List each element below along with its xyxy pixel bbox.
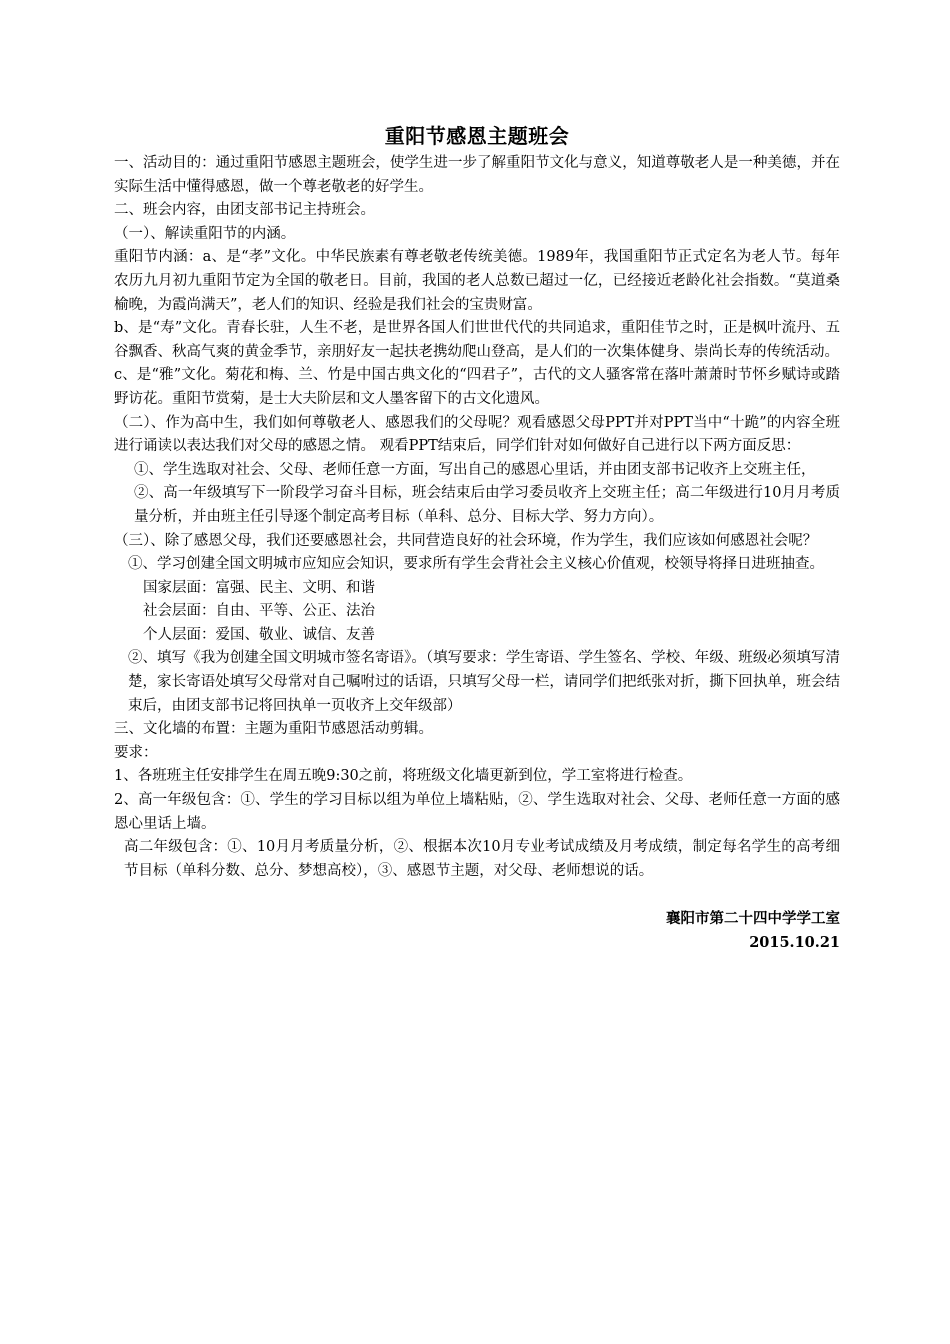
paragraph-meaning-a: 重阳节内涵：a、是“孝”文化。中华民族素有尊老敬老传统美德。1989年，我国重阳节正式定名为老人节。每年农历九月初九重阳节定为全国的敬老日。目前，我国的老人总数已超过一亿，已经接近老龄化社会指数。“莫道桑榆晚，为霞尚满天”，老人们的知识、经验是我们社会的宝贵财富。: [114, 249, 840, 313]
document-page: [114, 122, 840, 955]
paragraph-section-three: （三）、除了感恩父母，我们还要感恩社会，共同营造良好的社会环境，作为学生，我们应该如何感恩社会呢？: [114, 532, 818, 549]
paragraph-study-knowledge: ①、学习创建全国文明城市应知应会知识，要求所有学生会背社会主义核心价值观，校领导将择日进班抽查。: [128, 556, 824, 573]
paragraph-section-two: （二）、作为高中生，我们如何尊敬老人、感恩我们的父母呢？观看感恩父母PPT并对PPT当中“十跪”的内容全班进行诵读以表达我们对父母的感恩之情。 观看PPT结束后，同学们针对如何做好自己进行以下两方面反思：: [114, 414, 840, 455]
paragraph-reflection-two: ②、高一年级填写下一阶段学习奋斗目标，班会结束后由学习委员收齐上交班主任；高二年级进行10月月考质量分析，并由班主任引导逐个制定高考目标（单科、总分、目标大学、努力方向）。: [134, 485, 840, 525]
paragraph-national-level: 国家层面：富强、民主、文明、和谐: [143, 579, 375, 596]
paragraph-meaning-b: b、是“寿”文化。青春长驻，人生不老，是世界各国人们世世代代的共同追求，重阳佳节之时，正是枫叶流丹、五谷飘香、秋高气爽的黄金季节，亲朋好友一起扶老携幼爬山登高，是人们的一次集体健身、崇尚长寿的传统活动。: [114, 320, 840, 360]
document-title: 重阳节感恩主题班会: [384, 124, 570, 148]
paragraph-signature-form: ②、填写《我为创建全国文明城市签名寄语》。（填写要求：学生寄语、学生签名、学校、年级、班级必须填写清楚，家长寄语处填写父母常对自己嘱咐过的话语，只填写父母一栏，请同学们把纸张对折，撕下回执单，班会结束后，由团支部书记将回执单一页收齐上交年级部）: [128, 650, 840, 714]
paragraph-grade-two: 高二年级包含：①、10月月考质量分析，②、根据本次10月专业考试成绩及月考成绩，制定每名学生的高考细节目标（单科分数、总分、梦想高校），③、感恩节主题，对父母、老师想说的话。: [124, 839, 840, 879]
signature-date: 2015.10.21: [749, 934, 840, 952]
paragraph-requirements-label: 要求：: [114, 744, 158, 761]
paragraph-personal-level: 个人层面：爱国、敬业、诚信、友善: [143, 626, 375, 643]
paragraph-meaning-c: c、是“雅”文化。菊花和梅、兰、竹是中国古典文化的“四君子”，古代的文人骚客常在落叶萧萧时节怀乡赋诗或踏野访花。重阳节赏菊，是士大夫阶层和文人墨客留下的古文化遗风。: [114, 367, 840, 407]
spacer: [114, 883, 840, 907]
paragraph-requirement-one: 1、各班班主任安排学生在周五晚9:30之前，将班级文化墙更新到位，学工室将进行检查。: [114, 768, 693, 785]
paragraph-requirement-two: 2、高一年级包含：①、学生的学习目标以组为单位上墙粘贴，②、学生选取对社会、父母、老师任意一方面的感恩心里话上墙。: [114, 792, 840, 832]
paragraph-section-one-heading: （一）、解读重阳节的内涵。: [114, 225, 296, 242]
paragraph-purpose: 一、活动目的：通过重阳节感恩主题班会，使学生进一步了解重阳节文化与意义，知道尊敬老人是一种美德，并在实际生活中懂得感恩，做一个尊老敬老的好学生。: [114, 155, 840, 195]
paragraph-reflection-one: ①、学生选取对社会、父母、老师任意一方面，写出自己的感恩心里话，并由团支部书记收齐上交班主任，: [134, 461, 816, 478]
paragraph-social-level: 社会层面：自由、平等、公正、法治: [143, 603, 375, 620]
paragraph-culture-wall: 三、文化墙的布置：主题为重阳节感恩活动剪辑。: [114, 721, 433, 738]
signature-org: 襄阳市第二十四中学学工室: [666, 910, 840, 928]
paragraph-content-heading: 二、班会内容，由团支部书记主持班会。: [114, 202, 375, 219]
